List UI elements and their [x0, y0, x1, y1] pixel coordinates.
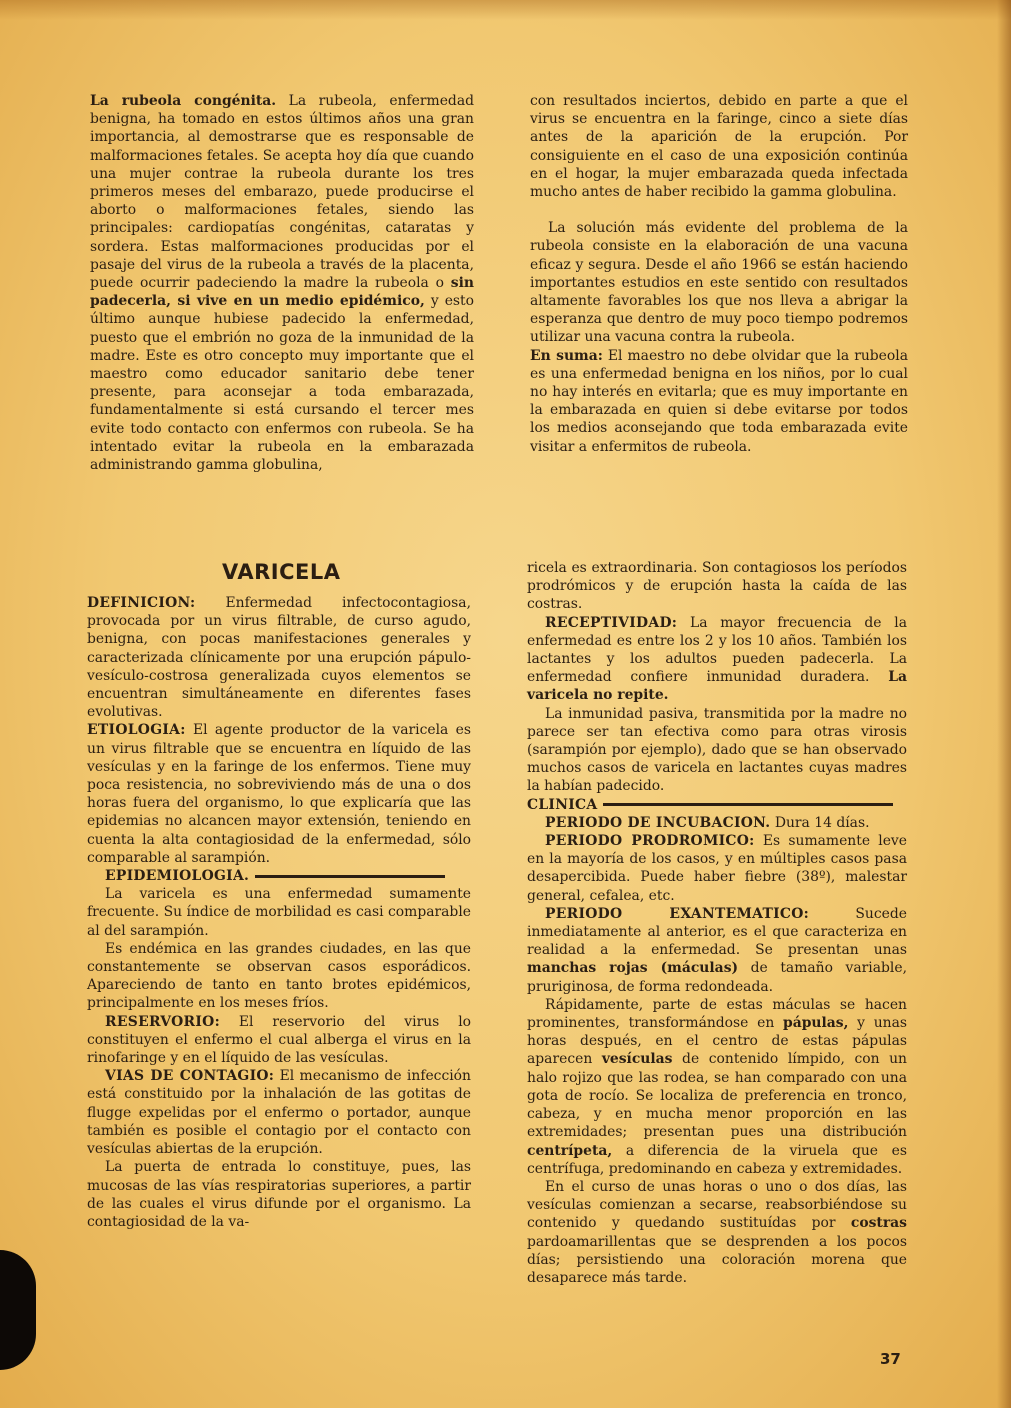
reservorio-paragraph	[87, 1013, 471, 1068]
paragraph-text: El maestro no debe olvidar que la rubeola es una enfermedad benigna en los niños, por lo cual no hay interés en evitarla; que es muy importante en la embarazada en quien si debe evitarse por todos los medios aconsejando que toda embarazada evite visitar a enfermitos de rubeola.	[530, 347, 908, 455]
prodromico-heading: PERIODO PRODROMICO:	[545, 833, 755, 850]
receptividad-heading: RECEPTIVIDAD:	[545, 614, 678, 631]
page-edge-shadow-top	[0, 0, 1011, 20]
rubeola-column-left	[90, 92, 474, 474]
paragraph-text: Enfermedad infectocontagiosa, provocada por un virus filtrable, de curso agudo, benigna, con pocas manifestaciones generales y caracterizada clínicamente por una erupción pápulo-vesículo-costrosa generalizada cuyos elementos se encuentran simultáneamente en diferentes fases evolutivas.	[87, 595, 471, 721]
definicion-heading: DEFINICION:	[87, 595, 196, 611]
varicela-column-right	[527, 559, 907, 1287]
vacuna-paragraph: La solución más evidente del problema de la rubeola consiste en la elaboración de una vacuna eficaz y segura. Desde el año 1966 se están haciendo importantes estudios en este sentido con resultados altamente favorables los que nos lleva a abrigar la esperanza que dentro de muy poco tiempo podremos utilizar una vacuna contra la rubeola.	[530, 220, 908, 346]
inmunidad-pasiva-paragraph: La inmunidad pasiva, transmitida por la madre no parece ser tan efectiva como para otras virosis (sarampión por ejemplo), dado que se han observado muchos casos de varicela en lactantes cuyas madres la habían padecido.	[527, 705, 907, 795]
etiologia-heading: ETIOLOGIA:	[87, 722, 186, 739]
exantematico-heading: PERIODO EXANTEMATICO:	[545, 905, 810, 922]
incubacion-paragraph	[527, 814, 907, 832]
paragraph-text: de tamaño variable, pruriginosa, de forma redondeada.	[527, 960, 908, 995]
epidemiologia-heading: EPIDEMIOLOGIA.	[105, 868, 250, 885]
paragraph-text: y esto último aunque hubiese padecido la enfermedad, puesto que el embrión no goza de la inmunidad de la madre. Este es otro concepto muy importante que el maestro como educador sanitario debe tener presente, para aconsejar a toda embarazada, fundamentalmente si está cursando el tercer mes evite todo contacto con enfermos con rubeola. Se ha intentado evitar la rubeola en la embarazada administrando gamma globulina,	[90, 293, 474, 474]
paragraph-text: a diferencia de la viruela que es centrífuga, predominando en cabeza y extremidades.	[527, 1142, 907, 1177]
epidemiologia-paragraph-1: La varicela es una enfermedad sumamente frecuente. Su índice de morbilidad es casi comparable al del sarampión.	[87, 886, 471, 939]
ink-stain	[0, 1250, 36, 1370]
definicion-paragraph	[87, 594, 471, 721]
paragraph-text: Rápidamente, parte de estas máculas se hacen prominentes, transformándose en	[527, 996, 907, 1032]
section-title-varicela: VARICELA	[222, 560, 341, 584]
rubeola-congenita-heading: La rubeola congénita.	[90, 93, 277, 109]
varicela-column-left	[87, 594, 471, 1231]
paragraph-text: Sucede inmediatamente al anterior, es el que caracteriza en realidad a la enfermedad. Se presentan unas	[527, 905, 907, 959]
emphasis-text: vesículas	[601, 1051, 673, 1068]
heading-rule	[255, 875, 445, 878]
reservorio-heading: RESERVORIO:	[105, 1013, 221, 1030]
vias-de-contagio-heading: VIAS DE CONTAGIO:	[105, 1068, 275, 1085]
curso-paragraph	[527, 1178, 907, 1287]
paragraph-text: El mecanismo de infección está constituido por la inhalación de las gotitas de flugge expelidas por el enfermo o portador, aunque también es posible el contagio por el contacto con vesículas abiertas de la erupción.	[87, 1068, 471, 1158]
prodromico-paragraph	[527, 832, 907, 905]
clinica-heading: CLINICA	[527, 796, 598, 813]
etiologia-paragraph	[87, 721, 471, 867]
incubacion-heading: PERIODO DE INCUBACION.	[545, 814, 771, 831]
contagiosidad-continuation: ricela es extraordinaria. Son contagiosos los períodos prodrómicos y de erupción hasta la caída de las costras.	[527, 560, 907, 613]
en-suma-paragraph	[530, 347, 908, 456]
emphasis-text: manchas rojas (máculas)	[527, 960, 739, 977]
paragraph-text: La rubeola, enfermedad benigna, ha tomado en estos últimos años una gran importancia, al demostrarse que es responsable de malformaciones fetales. Se acepta hoy día que cuando una mujer contrae la rubeola durante los tres primeros meses del embarazo, puede producirse el aborto o malformaciones fetales, siendo las principales: cardiopatías congénitas, cataratas y sordera. Estas malformaciones producidas por el pasaje del virus de la rubeola a través de la placenta, puede ocurrir padeciendo la madre la rubeola o	[90, 93, 474, 292]
rubeola-congenita-paragraph	[90, 92, 474, 474]
page-edge-shadow-right	[997, 0, 1011, 1408]
paragraph-text: y unas horas después, en el centro de estas pápulas aparecen	[527, 1015, 908, 1068]
gamma-globulina-paragraph: con resultados inciertos, debido en parte a que el virus se encuentra en la faringe, cinco a siete días antes de la aparición de la erupción. Por consiguiente en el caso de una exposición continúa en el hogar, la mujer embarazada queda infectada mucho antes de haber recibido la gamma globulina.	[530, 93, 908, 201]
page-number: 37	[880, 1350, 901, 1368]
emphasis-text: costras	[850, 1215, 907, 1232]
en-suma-heading: En suma:	[530, 347, 603, 364]
rapidamente-paragraph	[527, 996, 907, 1178]
emphasis-text: pápulas,	[782, 1015, 849, 1032]
paragraph-text: El agente productor de la varicela es un virus filtrable que se encuentra en líquido de las vesículas y en la faringe de los enfermos. Tiene muy poca resistencia, no sobreviviendo más de una o dos horas fuera del organismo, lo que explicaría que las epidemias no alcancen mayor extensión, teniendo en cuenta la alta contagiosidad de la enfermedad, sólo comparable al sarampión.	[87, 722, 471, 866]
exantematico-paragraph	[527, 905, 907, 996]
paragraph-text: Dura 14 días.	[770, 814, 870, 831]
emphasis-text: centrípeta,	[527, 1142, 613, 1159]
rubeola-column-right	[530, 92, 908, 456]
emphasis-text: sin padecerla, si vive en un medio epidémico,	[90, 275, 474, 310]
emphasis-text: La varicela no repite.	[527, 669, 907, 704]
paragraph-text: de contenido límpido, con un halo rojizo que las rodea, se han comparado con una gota de rocío. Se localiza de preferencia en tronco, cabeza, y en mucha menor proporción en las extremidades; presentan pues una distribución	[527, 1051, 907, 1141]
receptividad-paragraph	[527, 614, 907, 705]
vias-de-contagio-paragraph	[87, 1067, 471, 1158]
heading-rule	[603, 803, 893, 806]
puerta-de-entrada-paragraph: La puerta de entrada lo constituye, pues, las mucosas de las vías respiratorias superiores, a partir de las cuales el virus difunde por el organismo. La contagiosidad de la va-	[87, 1159, 471, 1230]
paragraph-text: Es sumamente leve en la mayoría de los casos, y en múltiples casos pasa desapercibida. Puede haber fiebre (38º), malestar general, cefalea, etc.	[527, 833, 907, 904]
paragraph-text: El reservorio del virus lo constituyen el enfermo el cual alberga el virus en la rinofaringe y en el líquido de las vesículas.	[87, 1013, 471, 1067]
paragraph-text: pardoamarillentas que se desprenden a los pocos días; persistiendo una coloración morena que desaparece más tarde.	[527, 1233, 907, 1286]
paragraph-text: En el curso de unas horas o uno o dos días, las vesículas comienzan a secarse, reabsorbiéndose su contenido y quedando sustituídas por	[527, 1178, 907, 1232]
paragraph-text: La mayor frecuencia de la enfermedad es entre los 2 y los 10 años. También los lactantes y los adultos pueden padecerla. La enfermedad confiere inmunidad duradera.	[527, 614, 907, 686]
epidemiologia-paragraph-2: Es endémica en las grandes ciudades, en las que constantemente se observan casos esporádicos. Apareciendo de tanto en tanto brotes epidémicos, principalmente en los meses fríos.	[87, 940, 471, 1012]
clinica-heading-line	[527, 796, 907, 814]
epidemiologia-heading-line	[87, 867, 471, 885]
